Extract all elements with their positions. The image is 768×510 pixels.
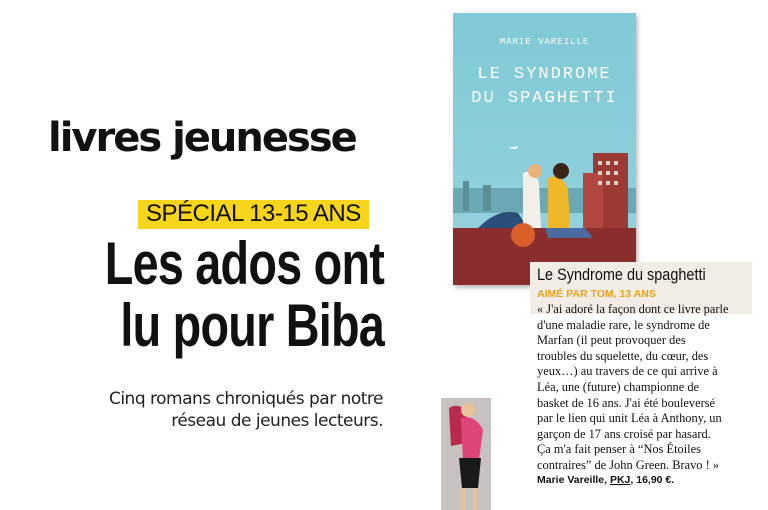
review-body bbox=[537, 302, 752, 474]
headline-line: lu pour Biba bbox=[120, 292, 385, 359]
review-line: garçon de 17 ans croisé par hasard. bbox=[537, 426, 711, 441]
review-line: Ça m'a fait penser à “Nos Étoiles bbox=[537, 442, 701, 457]
review-line: d'une maladie rare, le syndrome de bbox=[537, 317, 710, 332]
review-line: Léa, une (future) championne de bbox=[537, 379, 700, 394]
review-line: par le lien qui unit Léa à Anthony, un bbox=[537, 411, 722, 426]
cover-title bbox=[453, 63, 636, 111]
credit-price: , 16,90 €. bbox=[630, 474, 675, 486]
review-byline: AIMÉ PAR TOM, 13 ANS bbox=[537, 288, 656, 300]
thumbnail-illustration bbox=[441, 398, 491, 510]
cover-title-line: LE SYNDROME bbox=[477, 65, 612, 84]
cover-title-line: DU SPAGHETTI bbox=[471, 89, 618, 108]
cover-author: MARIE VAREILLE bbox=[499, 37, 590, 47]
book-credit bbox=[537, 474, 674, 486]
review-line: « J'ai adoré la façon dont ce livre parle bbox=[537, 302, 729, 316]
kicker-badge: SPÉCIAL 13-15 ANS bbox=[138, 200, 369, 229]
next-book-cover-thumbnail bbox=[441, 398, 491, 510]
review-line: yeux…) au travers de ce qui arrive à bbox=[537, 364, 718, 379]
review-line: contraires” de John Green. Bravo ! » bbox=[537, 457, 720, 472]
headline bbox=[104, 230, 385, 359]
review-line: Marfan (il peut provoquer des bbox=[537, 333, 686, 348]
headline-line: Les ados ont bbox=[104, 230, 384, 297]
credit-author: Marie Vareille, bbox=[537, 474, 610, 486]
standfirst-line: réseau de jeunes lecteurs. bbox=[171, 411, 383, 431]
standfirst-line: Cinq romans chroniqués par notre bbox=[108, 389, 383, 409]
credit-publisher: PKJ bbox=[609, 474, 631, 486]
book-cover bbox=[453, 13, 636, 285]
review-title: Le Syndrome du spaghetti bbox=[537, 265, 706, 284]
section-title: livres jeunesse bbox=[48, 115, 356, 161]
review-line: basket de 16 ans. J'ai été bouleversé bbox=[537, 395, 716, 410]
review-line: troubles du squelette, du cœur, des bbox=[537, 348, 709, 363]
standfirst bbox=[109, 388, 383, 432]
